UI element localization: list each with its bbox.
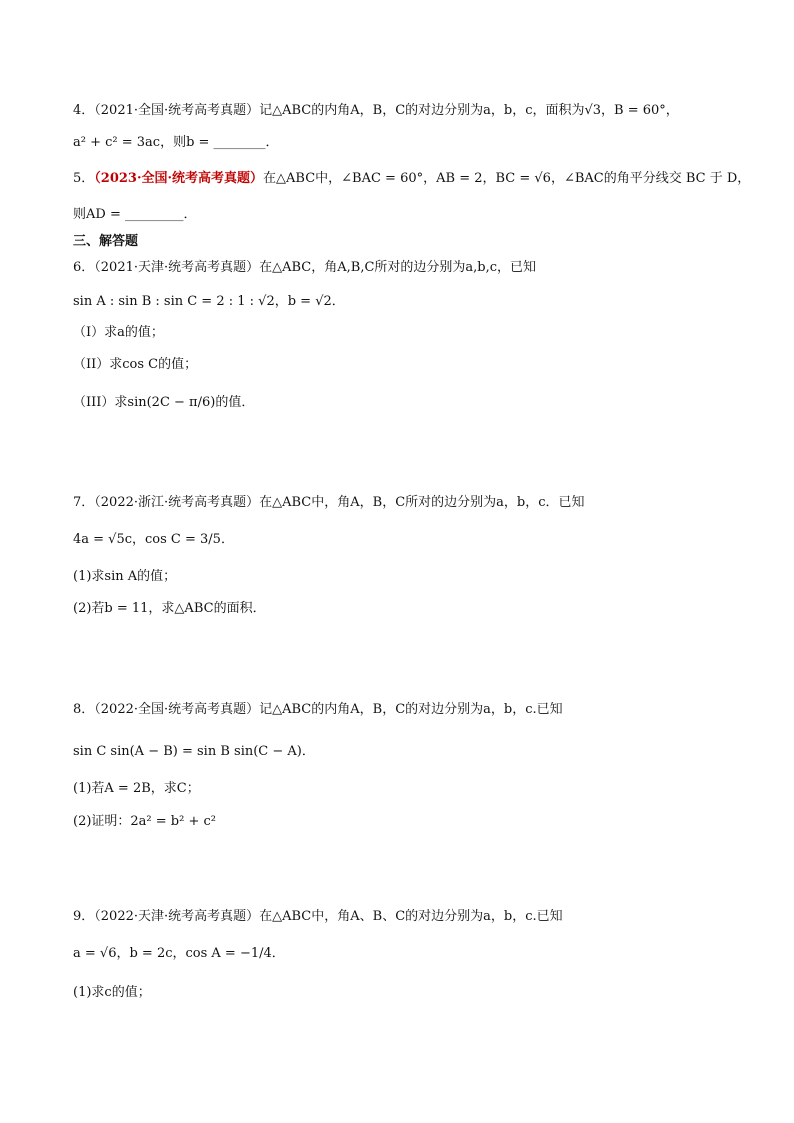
problem-7-line-2: 4a = √5c，cos C = 3/5． — [73, 532, 234, 547]
problem-5-line-2: 则AD = _________． — [73, 207, 197, 222]
problem-6-line-1: 6．（2021·天津·统考高考真题）在△ABC，角A,B,C所对的边分别为a,b,c，已知 — [73, 260, 537, 275]
problem-8-question-2: (2)证明：2a² = b² + c² — [73, 814, 216, 829]
problem-9-question-1: (1)求c的值； — [73, 985, 151, 1000]
problem-5-source: （2023·全国·统考高考真题） — [94, 171, 264, 186]
problem-5-number: 5． — [73, 171, 95, 186]
problem-6-line-2: sin A : sin B : sin C = 2 : 1 : √2，b = √2． — [73, 294, 345, 309]
problem-8-question-1: (1)若A = 2B，求C； — [73, 781, 200, 796]
problem-4-line-2: a² + c² = 3ac，则b = ________． — [73, 135, 279, 150]
section-heading: 三、解答题 — [73, 234, 139, 249]
problem-6-question-2: （II）求cos C的值； — [73, 357, 198, 372]
problem-5-line-1 — [73, 170, 750, 188]
problem-8-line-1: 8．（2022·全国·统考高考真题）记△ABC的内角A，B，C的对边分别为a，b，c.已知 — [73, 702, 563, 717]
problem-9-line-1: 9．（2022·天津·统考高考真题）在△ABC中，角A、B、C的对边分别为a，b，c.已知 — [73, 909, 563, 924]
problem-6-question-1: （I）求a的值； — [73, 325, 164, 340]
problem-9-line-2: a = √6，b = 2c，cos A = −1/4． — [73, 946, 285, 961]
problem-5-text: 在△ABC中，∠BAC = 60°，AB = 2，BC = √6，∠BAC的角平分线交 BC 于 D， — [263, 171, 751, 186]
problem-7-question-2: (2)若b = 11，求△ABC的面积． — [73, 601, 266, 616]
problem-6-question-3: （III）求sin(2C − π/6)的值． — [73, 395, 255, 410]
problem-4-line-1: 4．（2021·全国·统考高考真题）记△ABC的内角A，B，C的对边分别为a，b，c，面积为√3，B = 60°， — [73, 103, 679, 118]
problem-7-line-1: 7．（2022·浙江·统考高考真题）在△ABC中，角A，B，C所对的边分别为a，b，c．已知 — [73, 495, 585, 510]
problem-8-line-2: sin C sin(A − B) = sin B sin(C − A)． — [73, 744, 315, 759]
problem-7-question-1: (1)求sin A的值； — [73, 569, 177, 584]
